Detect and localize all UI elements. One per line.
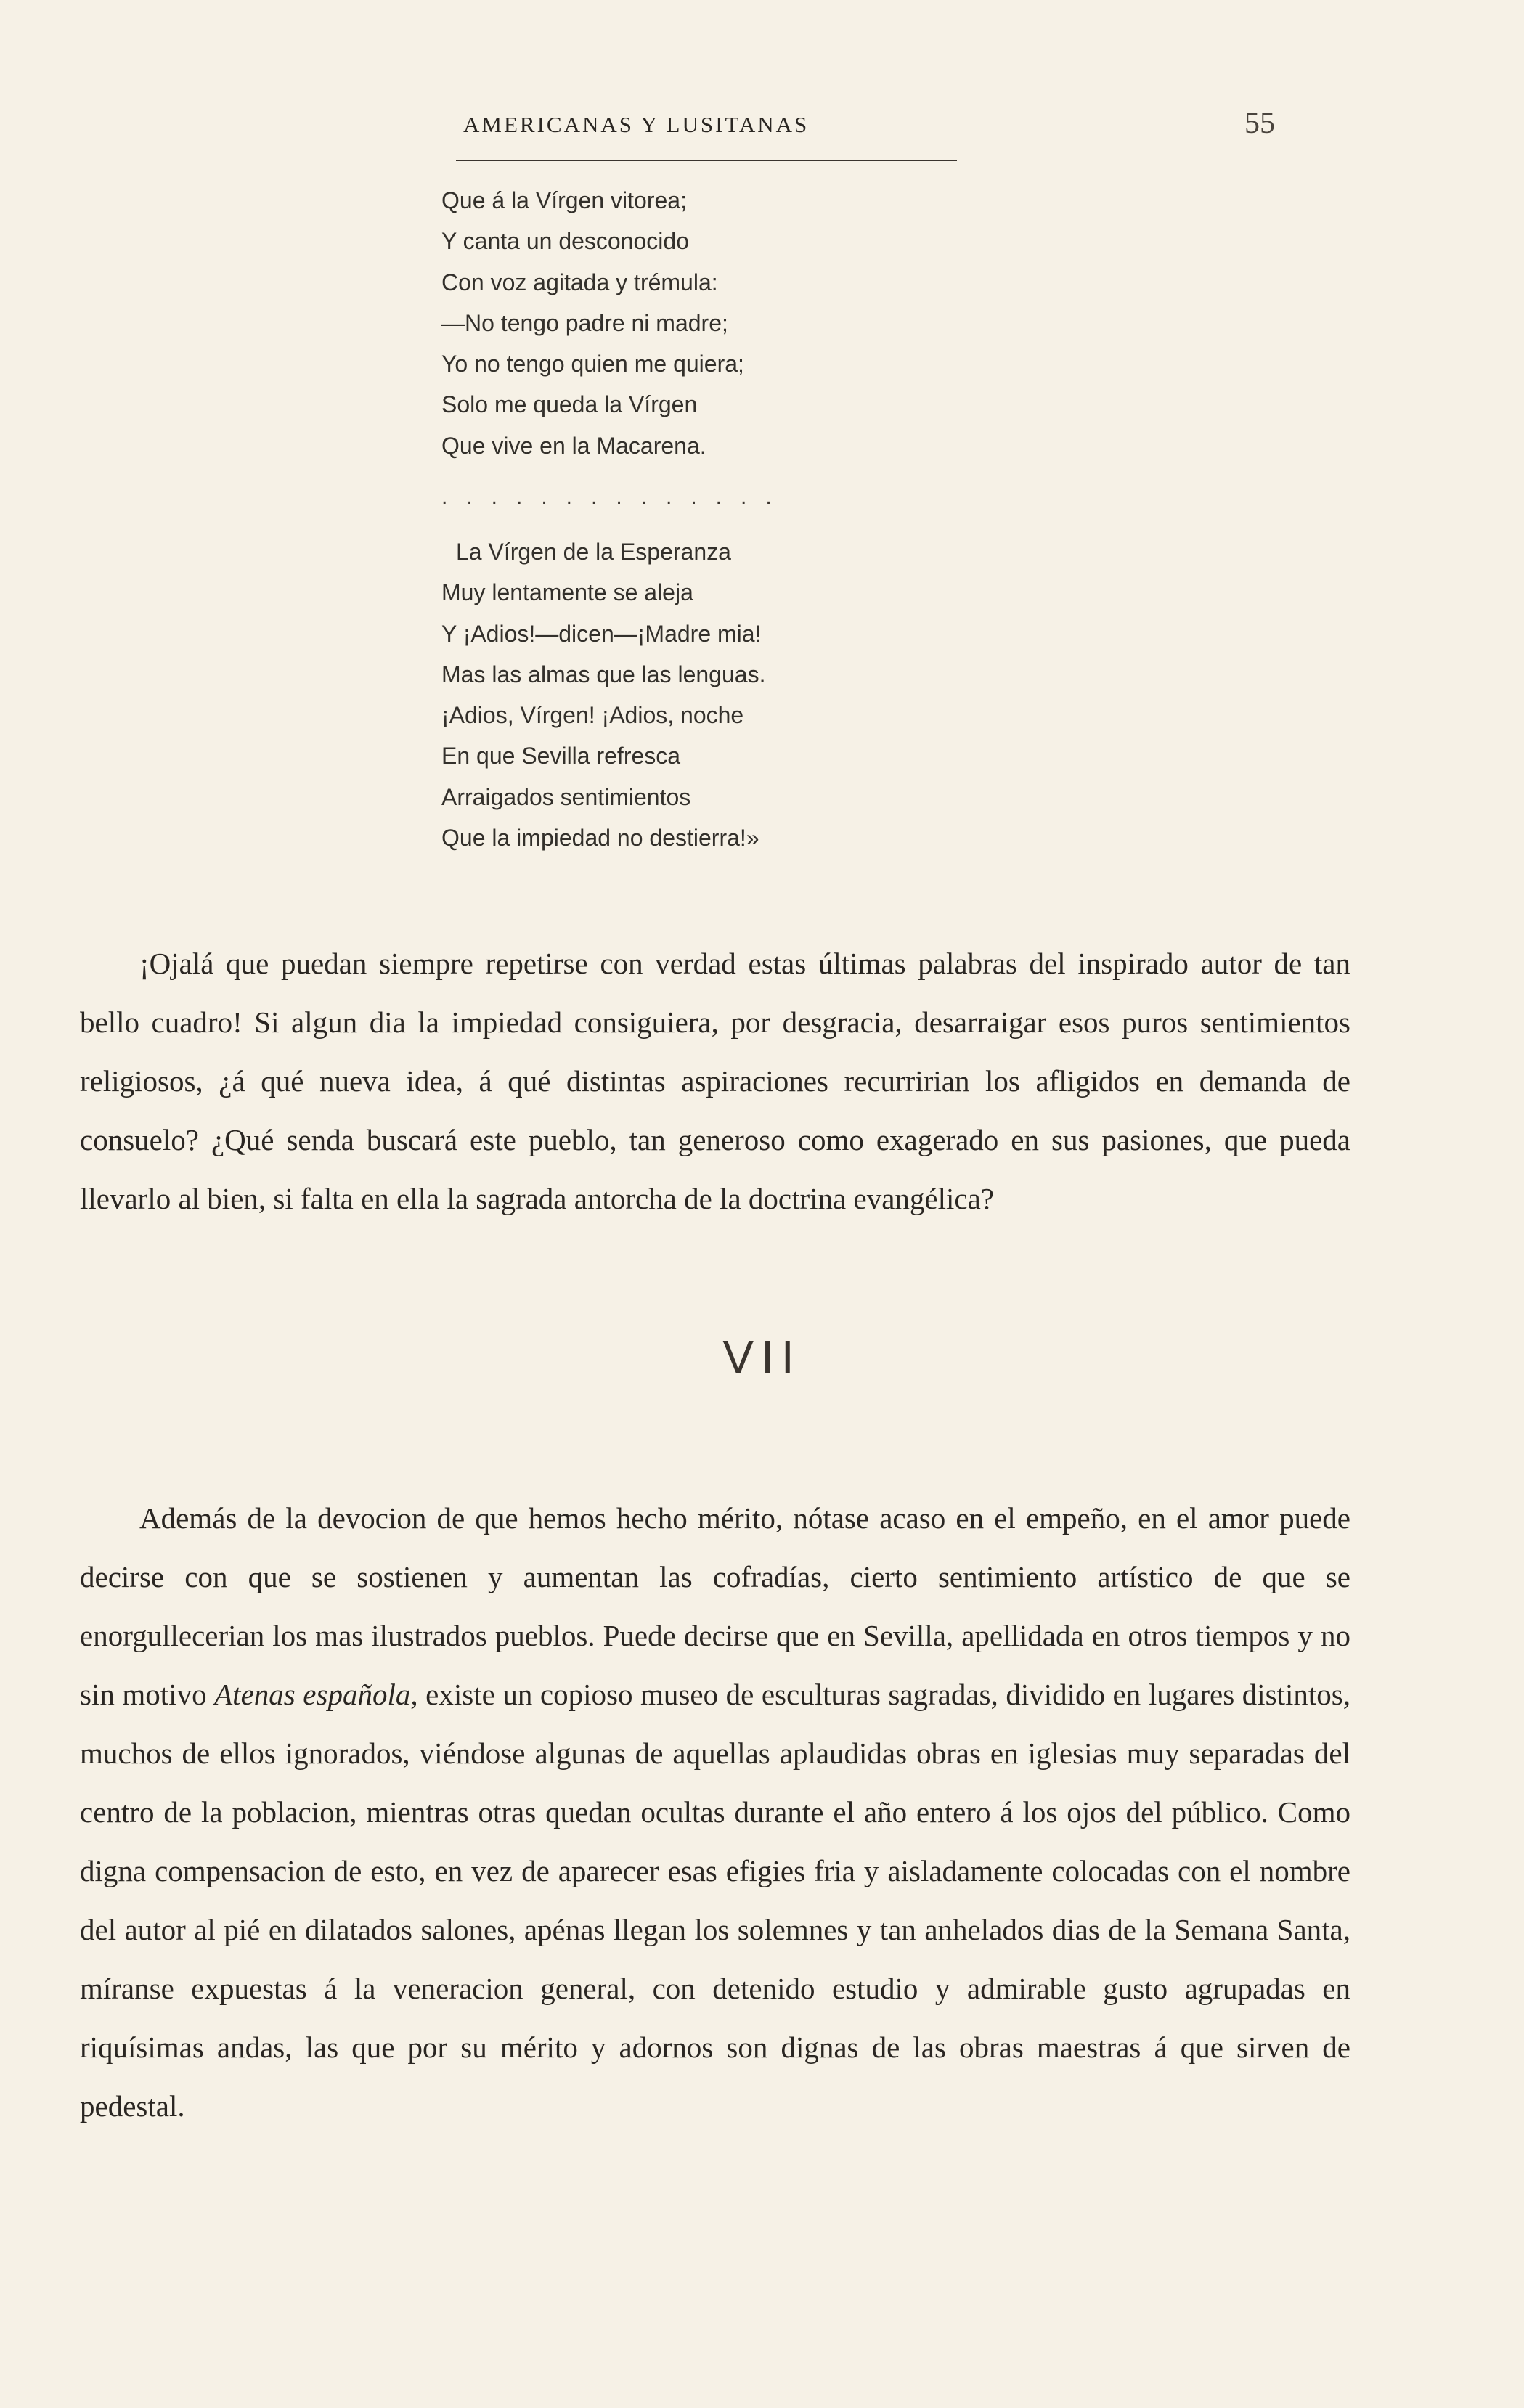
verse-line: Con voz agitada y trémula: (441, 269, 718, 295)
verse-line: Y canta un desconocido (441, 228, 689, 255)
verse-line: Y ¡Adios!—dicen—¡Madre mia! (441, 620, 762, 647)
verse-line: ¡Adios, Vírgen! ¡Adios, noche (441, 702, 744, 729)
verse-line: Muy lentamente se aleja (441, 579, 693, 606)
verse-ellipsis: .............. (441, 485, 791, 509)
verse-line: Mas las almas que las lenguas. (441, 661, 766, 687)
verse-line: Que la impiedad no destierra!» (441, 825, 759, 852)
verse-line: Que á la Vírgen vitorea; (441, 187, 687, 213)
italic-phrase: Atenas española, (214, 1678, 418, 1711)
body-paragraph-1: ¡Ojalá que puedan siempre repetirse con verdad estas últimas palabras del inspirado autor de tan bello cuadro! Si algun dia la impiedad consiguiera, por desgracia, desarraigar esos puros sentimientos religiosos, ¿á qué nueva idea, á qué distintas aspiraciones recurririan los afligidos en demanda de consuelo? ¿Qué senda buscará este pueblo, tan generoso como exagerado en sus pasiones, que pueda llevarlo al bien, si falta en ella la sagrada antorcha de la doctrina evangélica? (80, 947, 1350, 1215)
section-heading: VII (722, 1331, 802, 1383)
running-title: AMERICANAS Y LUSITANAS (463, 112, 810, 137)
verse-line: Solo me queda la Vírgen (441, 391, 698, 418)
verse-stanza-2 (441, 531, 765, 858)
page-number: 55 (1244, 107, 1275, 140)
paragraph-text: Además de la devocion de que hemos hecho mérito, nótase acaso en el empeño, en el amor puede decirse con que se sostienen y aumentan las cofradías, cierto sentimiento artístico de que se enorgullecerian los mas ilustrados pueblos. Puede decirse que en Sevilla, apellidada en otros tiempos y no sin motivo (80, 1501, 1350, 1711)
verse-line: Que vive en la Macarena. (441, 432, 706, 459)
header-rule (456, 160, 957, 161)
verse-stanza-1 (441, 180, 744, 466)
verse-line: —No tengo padre ni madre; (441, 309, 728, 336)
paragraph-text: existe un copioso museo de esculturas sagradas, dividido en lugares distintos, muchos de ellos ignorados, viéndose algunas de aquellas aplaudidas obras en iglesias muy separadas del centro de la poblacion, mientras otras quedan ocultas durante el año entero á los ojos del público. Como digna compensacion de esto, en vez de aparecer esas efigies fria y aisladamente colocadas con el nombre del autor al pié en dilatados salones, apénas llegan los solemnes y tan anhelados dias de la Semana Santa, míranse expuestas á la veneracion general, con detenido estudio y admirable gusto agrupadas en riquísimas andas, las que por su mérito y adornos son dignas de las obras maestras á que sirven de pedestal. (80, 1678, 1350, 2123)
verse-line: En que Sevilla refresca (441, 743, 681, 770)
body-paragraph-2 (80, 1489, 1350, 2136)
running-head (0, 100, 1524, 158)
verse-line: Yo no tengo quien me quiera; (441, 351, 744, 377)
verse-line: Arraigados sentimientos (441, 783, 691, 810)
verse-line: La Vírgen de la Esperanza (456, 539, 731, 565)
